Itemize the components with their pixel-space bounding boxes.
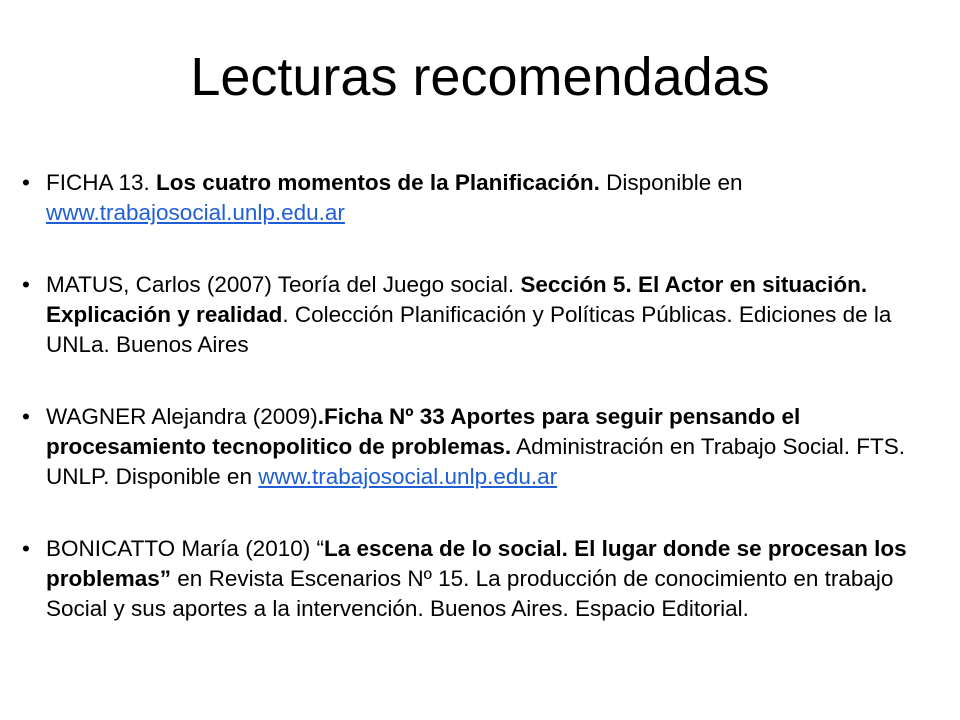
reference-text: Disponible en: [599, 170, 743, 195]
bullet-icon: •: [22, 272, 30, 297]
reference-item-ficha-13: [0, 168, 960, 228]
reference-text: . Colección Planificación y Políticas Públicas. Ediciones de la UNLa. Buenos Aires: [46, 302, 892, 357]
reference-text: MATUS, Carlos (2007) Teoría del Juego social.: [46, 272, 521, 297]
reference-text: WAGNER Alejandra (2009): [46, 404, 318, 429]
reference-text: en Revista Escenarios Nº 15. La producción de conocimiento en trabajo Social y sus aportes a la intervención. Buenos Aires. Espacio Editorial.: [46, 566, 894, 621]
reference-title: .Ficha Nº 33 Aportes para seguir pensando el procesamiento tecnopolitico de problemas.: [46, 404, 801, 459]
reference-text: FICHA 13.: [46, 170, 157, 195]
reference-title: Los cuatro momentos de la Planificación.: [156, 170, 600, 195]
reference-title: Sección 5. El Actor en situación. Explicación y realidad: [46, 272, 868, 327]
reference-title: La escena de lo social. El lugar donde se procesan los problemas”: [46, 536, 907, 591]
reading-list: [0, 168, 960, 624]
bullet-icon: •: [22, 170, 30, 195]
bullet-icon: •: [22, 536, 30, 561]
reference-link[interactable]: www.trabajosocial.unlp.edu.ar: [258, 464, 558, 489]
slide-title: Lecturas recomendadas: [190, 47, 770, 107]
reference-text: Administración en Trabajo Social. FTS. UNLP. Disponible en: [46, 434, 906, 489]
reference-item-matus: [0, 270, 960, 360]
reference-text: BONICATTO María (2010) “: [46, 536, 324, 561]
reference-item-bonicatto: [0, 534, 960, 624]
reference-link[interactable]: www.trabajosocial.unlp.edu.ar: [46, 200, 345, 225]
reference-item-wagner: [0, 402, 960, 492]
bullet-icon: •: [22, 404, 30, 429]
